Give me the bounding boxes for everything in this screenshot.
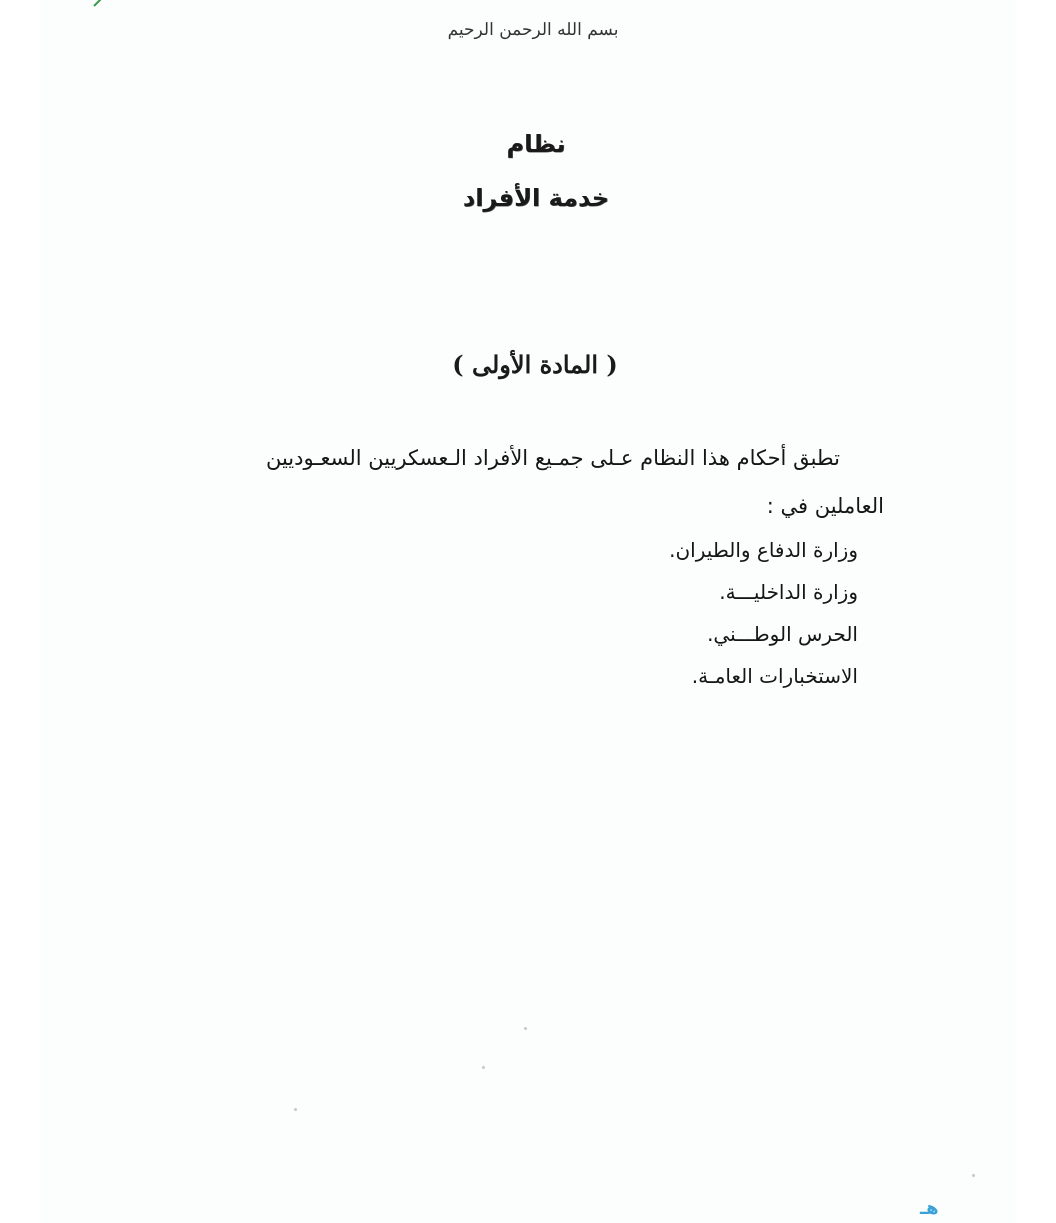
list-item: وزارة الدفاع والطيران. — [669, 538, 858, 562]
list-item: الاستخبارات العامـة. — [691, 664, 858, 688]
corner-mark-icon — [92, 0, 112, 8]
list-item: الحرس الوطـــني. — [707, 622, 858, 646]
scan-speck — [294, 1108, 297, 1111]
paragraph-line-1: تطبق أحكام هذا النظام عـلى جمـيع الأفراد الـعسكريين السعـوديين — [265, 446, 840, 470]
scan-speck — [482, 1066, 485, 1069]
article-heading: ( المادة الأولى ) — [452, 350, 618, 379]
document-title-line-1: نظام — [506, 130, 566, 158]
list-item: وزارة الداخليـــة. — [719, 580, 858, 604]
paragraph-line-2: العاملين في : — [766, 494, 884, 518]
document-title-line-2: خدمة الأفراد — [462, 184, 610, 212]
scan-speck — [524, 1027, 527, 1030]
page-marker: هـ — [920, 1198, 939, 1219]
scan-speck — [972, 1174, 975, 1177]
basmala: بسم الله الرحمن الرحيم — [447, 20, 619, 40]
